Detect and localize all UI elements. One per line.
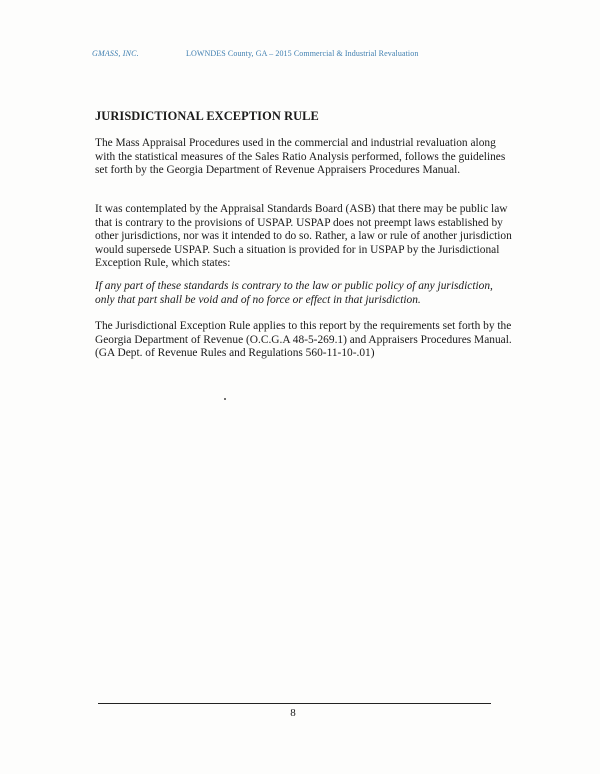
paragraph-application: The Jurisdictional Exception Rule applies to this report by the requirements set forth by the Georgia Department of Revenue (O.C.G.A 48-5-269.1) and Appraisers Procedures Manual. (GA Dept. of Revenue Rules and Regulations 560-11-10-.01) [95, 320, 512, 360]
page-header [0, 49, 600, 63]
paragraph-procedures: The Mass Appraisal Procedures used in the commercial and industrial revaluation along with the statistical measures of the Sales Ratio Analysis performed, follows the guidelines set forth by the Georgia Department of Revenue Appraisers Procedures Manual. [95, 137, 506, 177]
page-number-text: 8 [290, 707, 296, 719]
page-number [0, 707, 600, 719]
quote-jurisdictional-rule: If any part of these standards is contrary to the law or public policy of any jurisdiction, only that part shall be void and of no force or effect in that jurisdiction. [95, 280, 493, 306]
paragraph-asb: It was contemplated by the Appraisal Standards Board (ASB) that there may be public law that is contrary to the provisions of USPAP. USPAP does not preempt laws established by other jurisdictions, nor was it intended to do so. Rather, a law or rule of another jurisdiction would supersede USPAP. Such a situation is provided for in USPAP by the Jurisdictional Exception Rule, which states: [95, 203, 512, 270]
footer-divider [98, 703, 491, 704]
scan-speck [224, 398, 226, 400]
header-company: GMASS, INC. [92, 49, 139, 58]
section-title: JURISDICTIONAL EXCEPTION RULE [95, 109, 319, 123]
header-project: LOWNDES County, GA – 2015 Commercial & Industrial Revaluation [186, 49, 419, 58]
